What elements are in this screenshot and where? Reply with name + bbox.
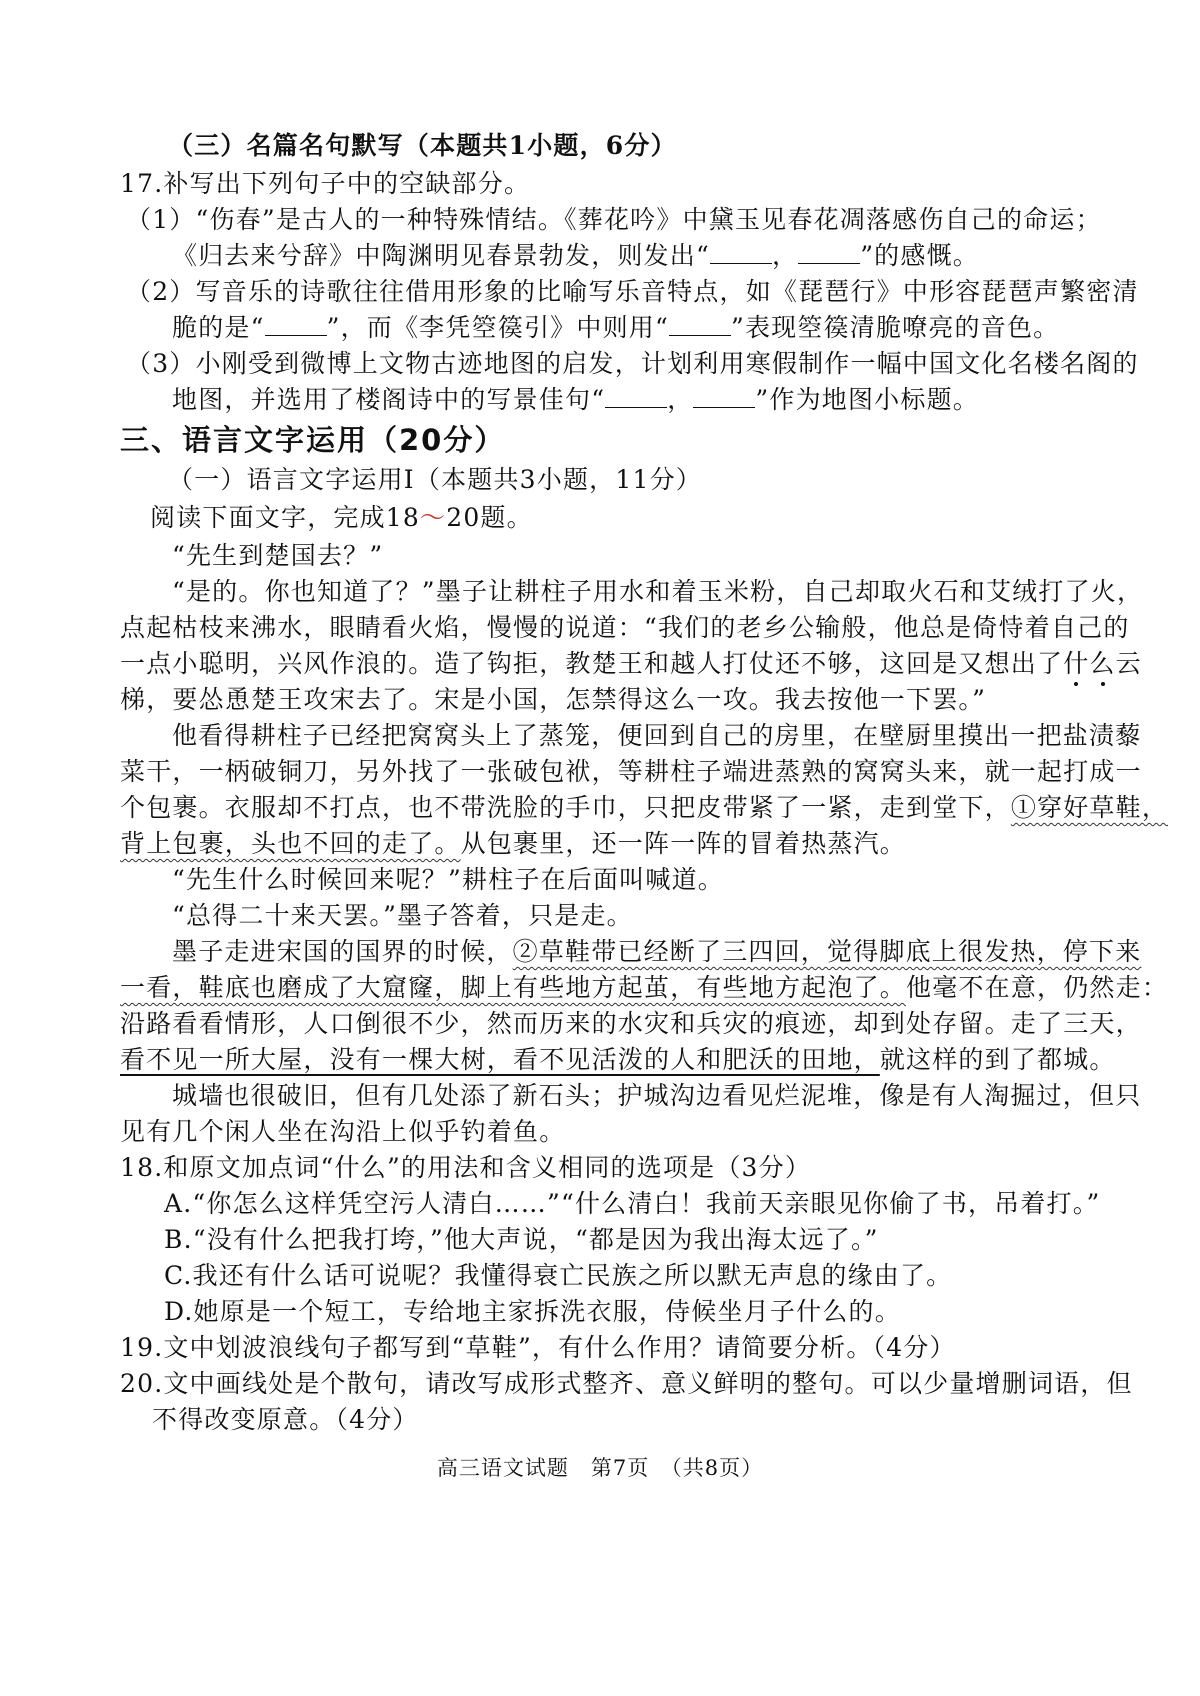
text-segment: 云 bbox=[1115, 649, 1142, 678]
page-footer: 高三语文试题 第7页 （共8页） bbox=[436, 1456, 764, 1480]
question-17-part1-line2 bbox=[172, 238, 979, 274]
answer-blank[interactable] bbox=[265, 315, 327, 336]
text-segment: 阅读下面文字，完成18 bbox=[150, 503, 421, 532]
text-segment: 脆的是“ bbox=[172, 313, 265, 342]
answer-blank[interactable] bbox=[710, 243, 772, 264]
passage-line: 点起枯枝来沸水，眼睛看火焰，慢慢的说道：“我们的老乡公输般，他总是倚恃着自己的 bbox=[120, 613, 1130, 642]
passage-line: “是的。你也知道了？”墨子让耕柱子用水和着玉米粉，自己却取火石和艾绒打了火， bbox=[172, 577, 1144, 606]
passage-line: “总得二十来天罢。”墨子答着，只是走。 bbox=[172, 901, 633, 930]
question-17-part2-line2 bbox=[172, 310, 1059, 346]
passage-line bbox=[120, 970, 1168, 1006]
question-20-line1: 20.文中画线处是个散句，请改写成形式整齐、意义鲜明的整句。可以少量增删词语，但 bbox=[120, 1369, 1133, 1398]
passage-line: 梯，要怂恿楚王攻宋去了。宋是小国，怎禁得这么一攻。我去按他一下罢。” bbox=[120, 685, 987, 714]
text-segment: 20题。 bbox=[446, 503, 533, 532]
text-segment: 他毫不在意，仍然走： bbox=[906, 973, 1169, 1002]
underlined-sentence: 看不见一所大屋，没有一棵大树，看不见活泼的人和肥沃的田地， bbox=[120, 1045, 880, 1074]
passage-line: 见有几个闲人坐在沟沿上似乎钓着鱼。 bbox=[120, 1117, 566, 1146]
text-segment: ， bbox=[667, 385, 694, 414]
passage-line: 他看得耕柱子已经把窝窝头上了蒸笼，便回到自己的房里，在壁厨里摸出一把盐渍藜 bbox=[172, 721, 1142, 750]
dotted-word-char: 什 bbox=[1063, 649, 1090, 678]
question-17-part2-line1: （2）写音乐的诗歌往往借用形象的比喻写乐音特点，如《琵琶行》中形容琵琶声繁密清 bbox=[126, 277, 1139, 306]
answer-blank[interactable] bbox=[669, 315, 731, 336]
tilde-mark: ～ bbox=[420, 503, 447, 532]
text-segment: 地图，并选用了楼阁诗中的写景佳句“ bbox=[172, 385, 606, 414]
question-19: 19.文中划波浪线句子都写到“草鞋”，有什么作用？请简要分析。（4分） bbox=[120, 1333, 956, 1362]
question-18-option-b[interactable]: B.“没有什么把我打垮，”他大声说，“都是因为我出海太远了。” bbox=[164, 1225, 879, 1254]
text-segment: ， bbox=[771, 241, 799, 270]
question-17-stem: 17.补写出下列句子中的空缺部分。 bbox=[120, 169, 531, 198]
question-18-option-c[interactable]: C.我还有什么话可说呢？我懂得衰亡民族之所以默无声息的缘由了。 bbox=[164, 1261, 953, 1290]
question-17-part3-line1: （3）小刚受到微博上文物古迹地图的启发，计划利用寒假制作一幅中国文化名楼名阁的 bbox=[126, 349, 1139, 378]
text-segment: ”，而《李凭箜篌引》中则用“ bbox=[326, 313, 669, 342]
answer-blank[interactable] bbox=[605, 387, 667, 408]
passage-line: 城墙也很破旧，但有几处添了新石头；护城沟边看见烂泥堆，像是有人淘掘过，但只 bbox=[172, 1081, 1142, 1110]
passage-line bbox=[120, 646, 1142, 682]
passage-line: 菜干，一柄破铜刀，另外找了一张破包袱，等耕柱子端进蒸熟的窝窝头来，就一起打成一 bbox=[120, 757, 1142, 786]
question-18-option-d[interactable]: D.她原是一个短工，专给地主家拆洗衣服，侍候坐月子什么的。 bbox=[164, 1297, 901, 1326]
wavy-underlined-sentence-2: 一看，鞋底也磨成了大窟窿，脚上有些地方起茧，有些地方起泡了。 bbox=[120, 973, 907, 1002]
text-segment: 《归去来兮辞》中陶渊明见春景勃发，则发出“ bbox=[172, 241, 710, 270]
answer-blank[interactable] bbox=[798, 243, 860, 264]
question-17-part1-line1: （1）“伤春”是古人的一种特殊情结。《葬花吟》中黛玉见春花凋落感伤自己的命运； bbox=[126, 205, 1102, 234]
text-segment: 就这样的到了都城。 bbox=[879, 1045, 1116, 1074]
question-18-option-a[interactable]: A.“你怎么这样凭空污人清白……”“什么清白！我前天亲眼见你偷了书，吊着打。” bbox=[164, 1189, 1101, 1218]
section-subtitle: （三）名篇名句默写（本题共1小题，6分） bbox=[168, 131, 677, 160]
text-segment: 从包裹里，还一阵一阵的冒着热蒸汽。 bbox=[460, 829, 907, 858]
part-heading: 三、语言文字运用（20分） bbox=[120, 423, 506, 457]
part-subheading: （一）语言文字运用Ⅰ（本题共3小题，11分） bbox=[168, 465, 702, 494]
text-segment: ”表现箜篌清脆嘹亮的音色。 bbox=[730, 313, 1060, 342]
text-segment: ”的感慨。 bbox=[860, 241, 979, 270]
passage-line bbox=[120, 790, 1168, 826]
passage-line bbox=[120, 1042, 1116, 1078]
passage-line bbox=[120, 826, 906, 862]
question-18-stem: 18.和原文加点词“什么”的用法和含义相同的选项是（3分） bbox=[120, 1153, 812, 1182]
text-segment: 个包裹。衣服却不打点，也不带洗脸的手巾，只把皮带紧了一紧，走到堂下， bbox=[120, 793, 1011, 822]
passage-line bbox=[172, 934, 1141, 970]
question-20-line2: 不得改变原意。（4分） bbox=[152, 1405, 419, 1434]
text-segment: ”作为地图小标题。 bbox=[755, 385, 979, 414]
dotted-word-char: 么 bbox=[1089, 649, 1116, 678]
wavy-underlined-sentence-2: ②草鞋带已经断了三四回，觉得脚底上很发热，停下来 bbox=[512, 937, 1142, 966]
reading-instruction bbox=[150, 500, 533, 536]
text-segment: 一点小聪明，兴风作浪的。造了钩拒，教楚王和越人打仗还不够，这回是又想出了 bbox=[120, 649, 1064, 678]
passage-line: 沿路看看情形，人口倒很不少，然而历来的水灾和兵灾的痕迹，却到处存留。走了三天， bbox=[120, 1009, 1142, 1038]
passage-line: “先生到楚国去？” bbox=[172, 541, 384, 570]
passage-line: “先生什么时候回来呢？”耕柱子在后面叫喊道。 bbox=[172, 865, 724, 894]
answer-blank[interactable] bbox=[693, 387, 755, 408]
text-segment: 墨子走进宋国的国界的时候， bbox=[172, 937, 513, 966]
wavy-underlined-sentence-1: 背上包裹，头也不回的走了。 bbox=[120, 829, 461, 858]
wavy-underlined-sentence-1: ①穿好草鞋， bbox=[1010, 793, 1169, 822]
question-17-part3-line2 bbox=[172, 382, 979, 418]
